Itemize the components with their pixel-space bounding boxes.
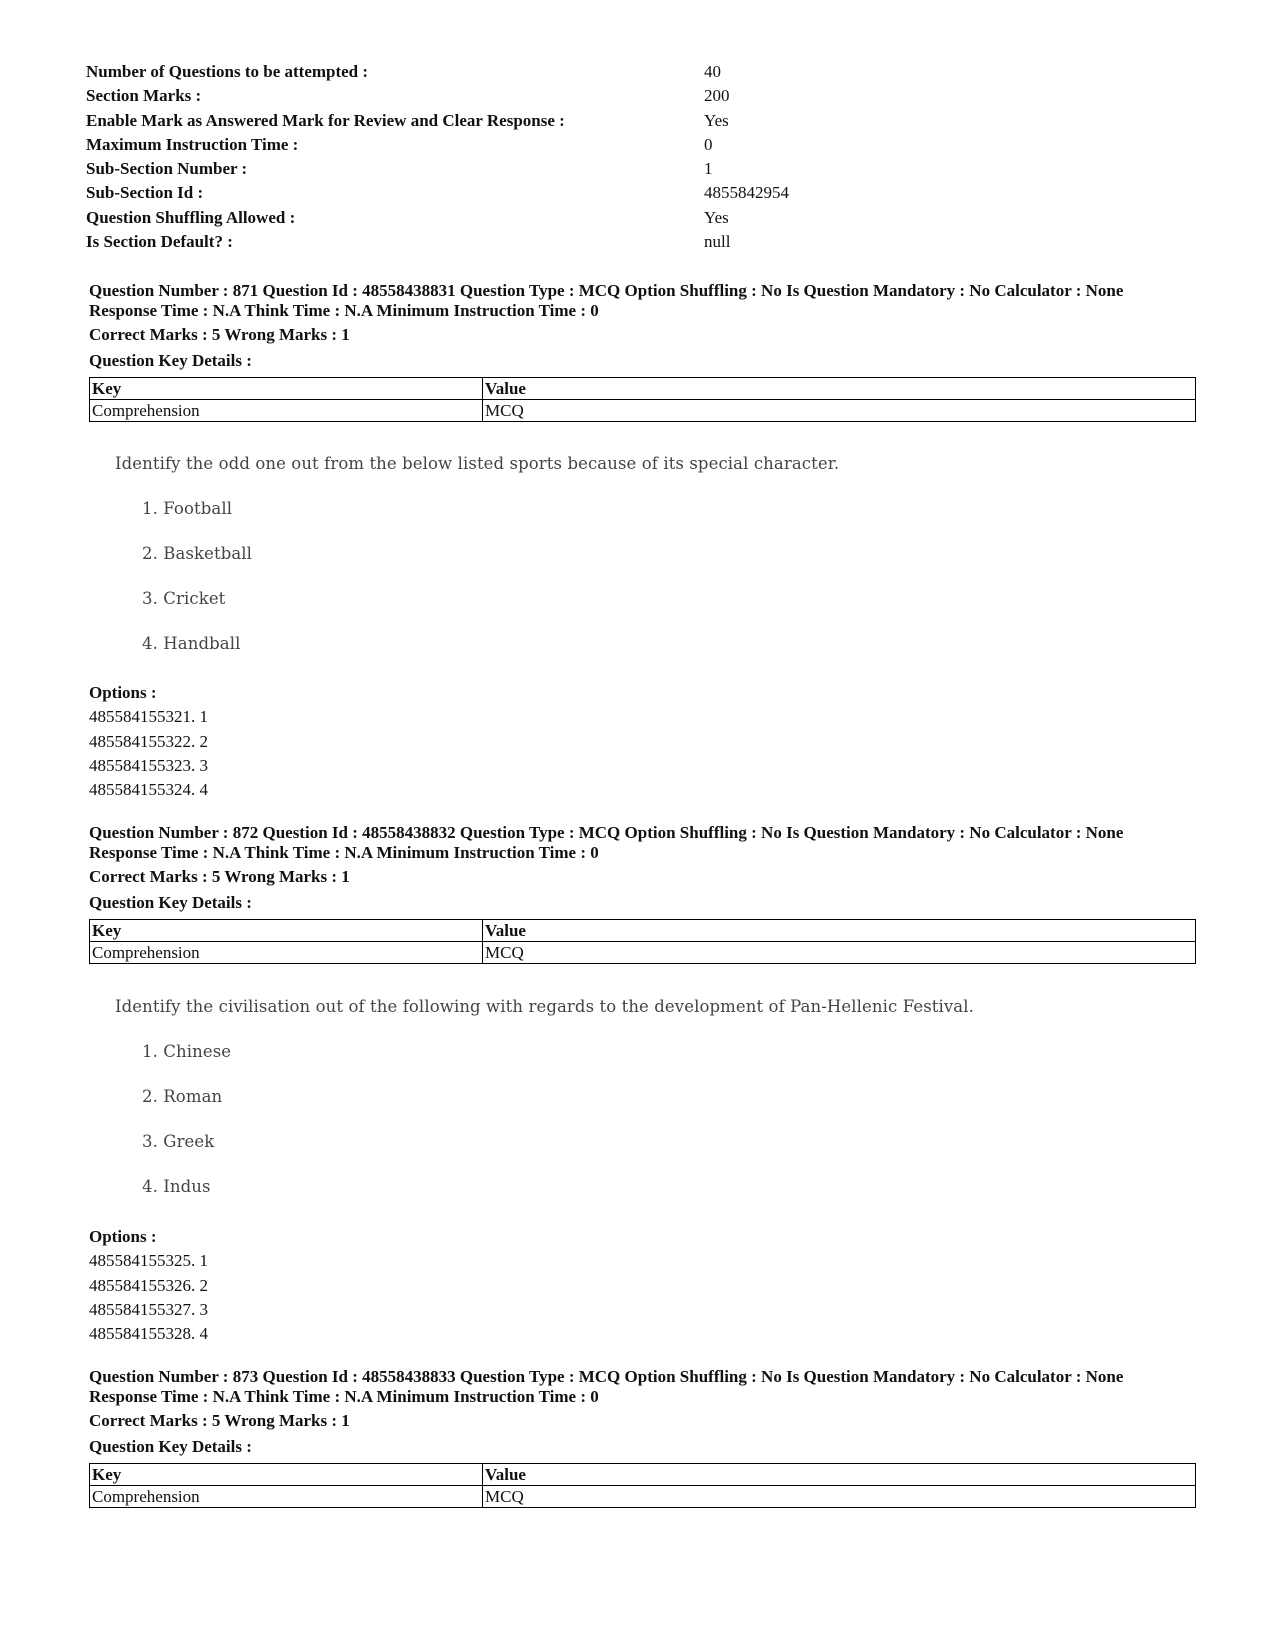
info-row bbox=[86, 109, 1186, 133]
question-timing: Response Time : N.A Think Time : N.A Minimum Instruction Time : 0 bbox=[89, 843, 599, 862]
option-item: 485584155324. 4 bbox=[89, 780, 208, 800]
table-row bbox=[90, 400, 1196, 422]
question-871-image bbox=[115, 454, 1015, 654]
value-cell: MCQ bbox=[483, 942, 1196, 964]
table-header-row bbox=[90, 1464, 1196, 1486]
question-871-options bbox=[89, 681, 208, 802]
info-row bbox=[86, 84, 1186, 108]
info-value: null bbox=[704, 232, 731, 252]
info-label: Sub-Section Id : bbox=[86, 183, 204, 203]
question-key-table bbox=[89, 1463, 1196, 1508]
question-871-details bbox=[89, 281, 1199, 422]
info-label: Is Section Default? : bbox=[86, 232, 233, 252]
info-value: Yes bbox=[704, 207, 729, 227]
value-header: Value bbox=[483, 920, 1196, 942]
key-cell: Comprehension bbox=[90, 1486, 483, 1508]
table-header-row bbox=[90, 378, 1196, 400]
question-item: 4. Handball bbox=[142, 634, 241, 653]
question-header: Question Number : 873 Question Id : 48558438833 Question Type : MCQ Option Shuffling : No Is Question Mandatory : No Calculator : None bbox=[89, 1367, 1124, 1386]
question-timing: Response Time : N.A Think Time : N.A Minimum Instruction Time : 0 bbox=[89, 301, 599, 320]
info-row bbox=[86, 60, 1186, 84]
value-header: Value bbox=[483, 1464, 1196, 1486]
question-item: 2. Roman bbox=[142, 1087, 223, 1106]
info-value: 0 bbox=[704, 134, 713, 154]
key-cell: Comprehension bbox=[90, 400, 483, 422]
info-value: 1 bbox=[704, 159, 713, 179]
question-item: 3. Greek bbox=[142, 1132, 215, 1151]
option-item: 485584155326. 2 bbox=[89, 1275, 208, 1295]
info-row bbox=[86, 181, 1186, 205]
question-key-details-title: Question Key Details : bbox=[89, 1437, 252, 1456]
question-872-image bbox=[115, 997, 1015, 1197]
table-row bbox=[90, 942, 1196, 964]
info-label: Maximum Instruction Time : bbox=[86, 134, 299, 154]
key-cell: Comprehension bbox=[90, 942, 483, 964]
key-header: Key bbox=[90, 1464, 483, 1486]
value-cell: MCQ bbox=[483, 400, 1196, 422]
question-marks: Correct Marks : 5 Wrong Marks : 1 bbox=[89, 867, 350, 886]
value-cell: MCQ bbox=[483, 1486, 1196, 1508]
info-label: Number of Questions to be attempted : bbox=[86, 62, 369, 81]
info-row bbox=[86, 133, 1186, 157]
info-label: Enable Mark as Answered Mark for Review and Clear Response : bbox=[86, 110, 565, 130]
question-marks: Correct Marks : 5 Wrong Marks : 1 bbox=[89, 325, 350, 344]
value-header: Value bbox=[483, 378, 1196, 400]
info-value: 4855842954 bbox=[704, 183, 789, 203]
info-value: 40 bbox=[704, 62, 721, 81]
table-row bbox=[90, 1486, 1196, 1508]
options-title: Options : bbox=[89, 1227, 157, 1246]
info-row bbox=[86, 206, 1186, 230]
question-872-details bbox=[89, 823, 1199, 964]
question-item: 4. Indus bbox=[142, 1177, 211, 1196]
question-872-options bbox=[89, 1225, 208, 1346]
option-item: 485584155322. 2 bbox=[89, 731, 208, 751]
question-item: 1. Football bbox=[142, 499, 233, 518]
option-item: 485584155327. 3 bbox=[89, 1299, 208, 1319]
question-text: Identify the civilisation out of the following with regards to the development of Pan-Hellenic Festival. bbox=[115, 997, 974, 1016]
option-item: 485584155328. 4 bbox=[89, 1324, 208, 1344]
option-item: 485584155321. 1 bbox=[89, 707, 208, 727]
key-header: Key bbox=[90, 378, 483, 400]
section-info bbox=[86, 60, 1186, 254]
question-timing: Response Time : N.A Think Time : N.A Minimum Instruction Time : 0 bbox=[89, 1387, 599, 1406]
question-key-details-title: Question Key Details : bbox=[89, 893, 252, 912]
question-marks: Correct Marks : 5 Wrong Marks : 1 bbox=[89, 1411, 350, 1430]
key-header: Key bbox=[90, 920, 483, 942]
options-title: Options : bbox=[89, 683, 157, 702]
info-label: Sub-Section Number : bbox=[86, 159, 248, 179]
question-key-table bbox=[89, 377, 1196, 422]
question-text: Identify the odd one out from the below listed sports because of its special character. bbox=[115, 454, 840, 473]
question-item: 3. Cricket bbox=[142, 589, 226, 608]
info-row bbox=[86, 157, 1186, 181]
info-value: 200 bbox=[704, 86, 730, 106]
question-item: 1. Chinese bbox=[142, 1042, 232, 1061]
info-label: Question Shuffling Allowed : bbox=[86, 207, 296, 227]
question-873-details bbox=[89, 1367, 1199, 1508]
question-key-details-title: Question Key Details : bbox=[89, 351, 252, 370]
question-item: 2. Basketball bbox=[142, 544, 253, 563]
table-header-row bbox=[90, 920, 1196, 942]
question-key-table bbox=[89, 919, 1196, 964]
option-item: 485584155325. 1 bbox=[89, 1251, 208, 1271]
info-label: Section Marks : bbox=[86, 86, 202, 106]
question-header: Question Number : 871 Question Id : 48558438831 Question Type : MCQ Option Shuffling : No Is Question Mandatory : No Calculator : None bbox=[89, 281, 1124, 300]
question-header: Question Number : 872 Question Id : 48558438832 Question Type : MCQ Option Shuffling : No Is Question Mandatory : No Calculator : None bbox=[89, 823, 1124, 842]
info-row bbox=[86, 230, 1186, 254]
option-item: 485584155323. 3 bbox=[89, 755, 208, 775]
info-value: Yes bbox=[704, 110, 729, 130]
